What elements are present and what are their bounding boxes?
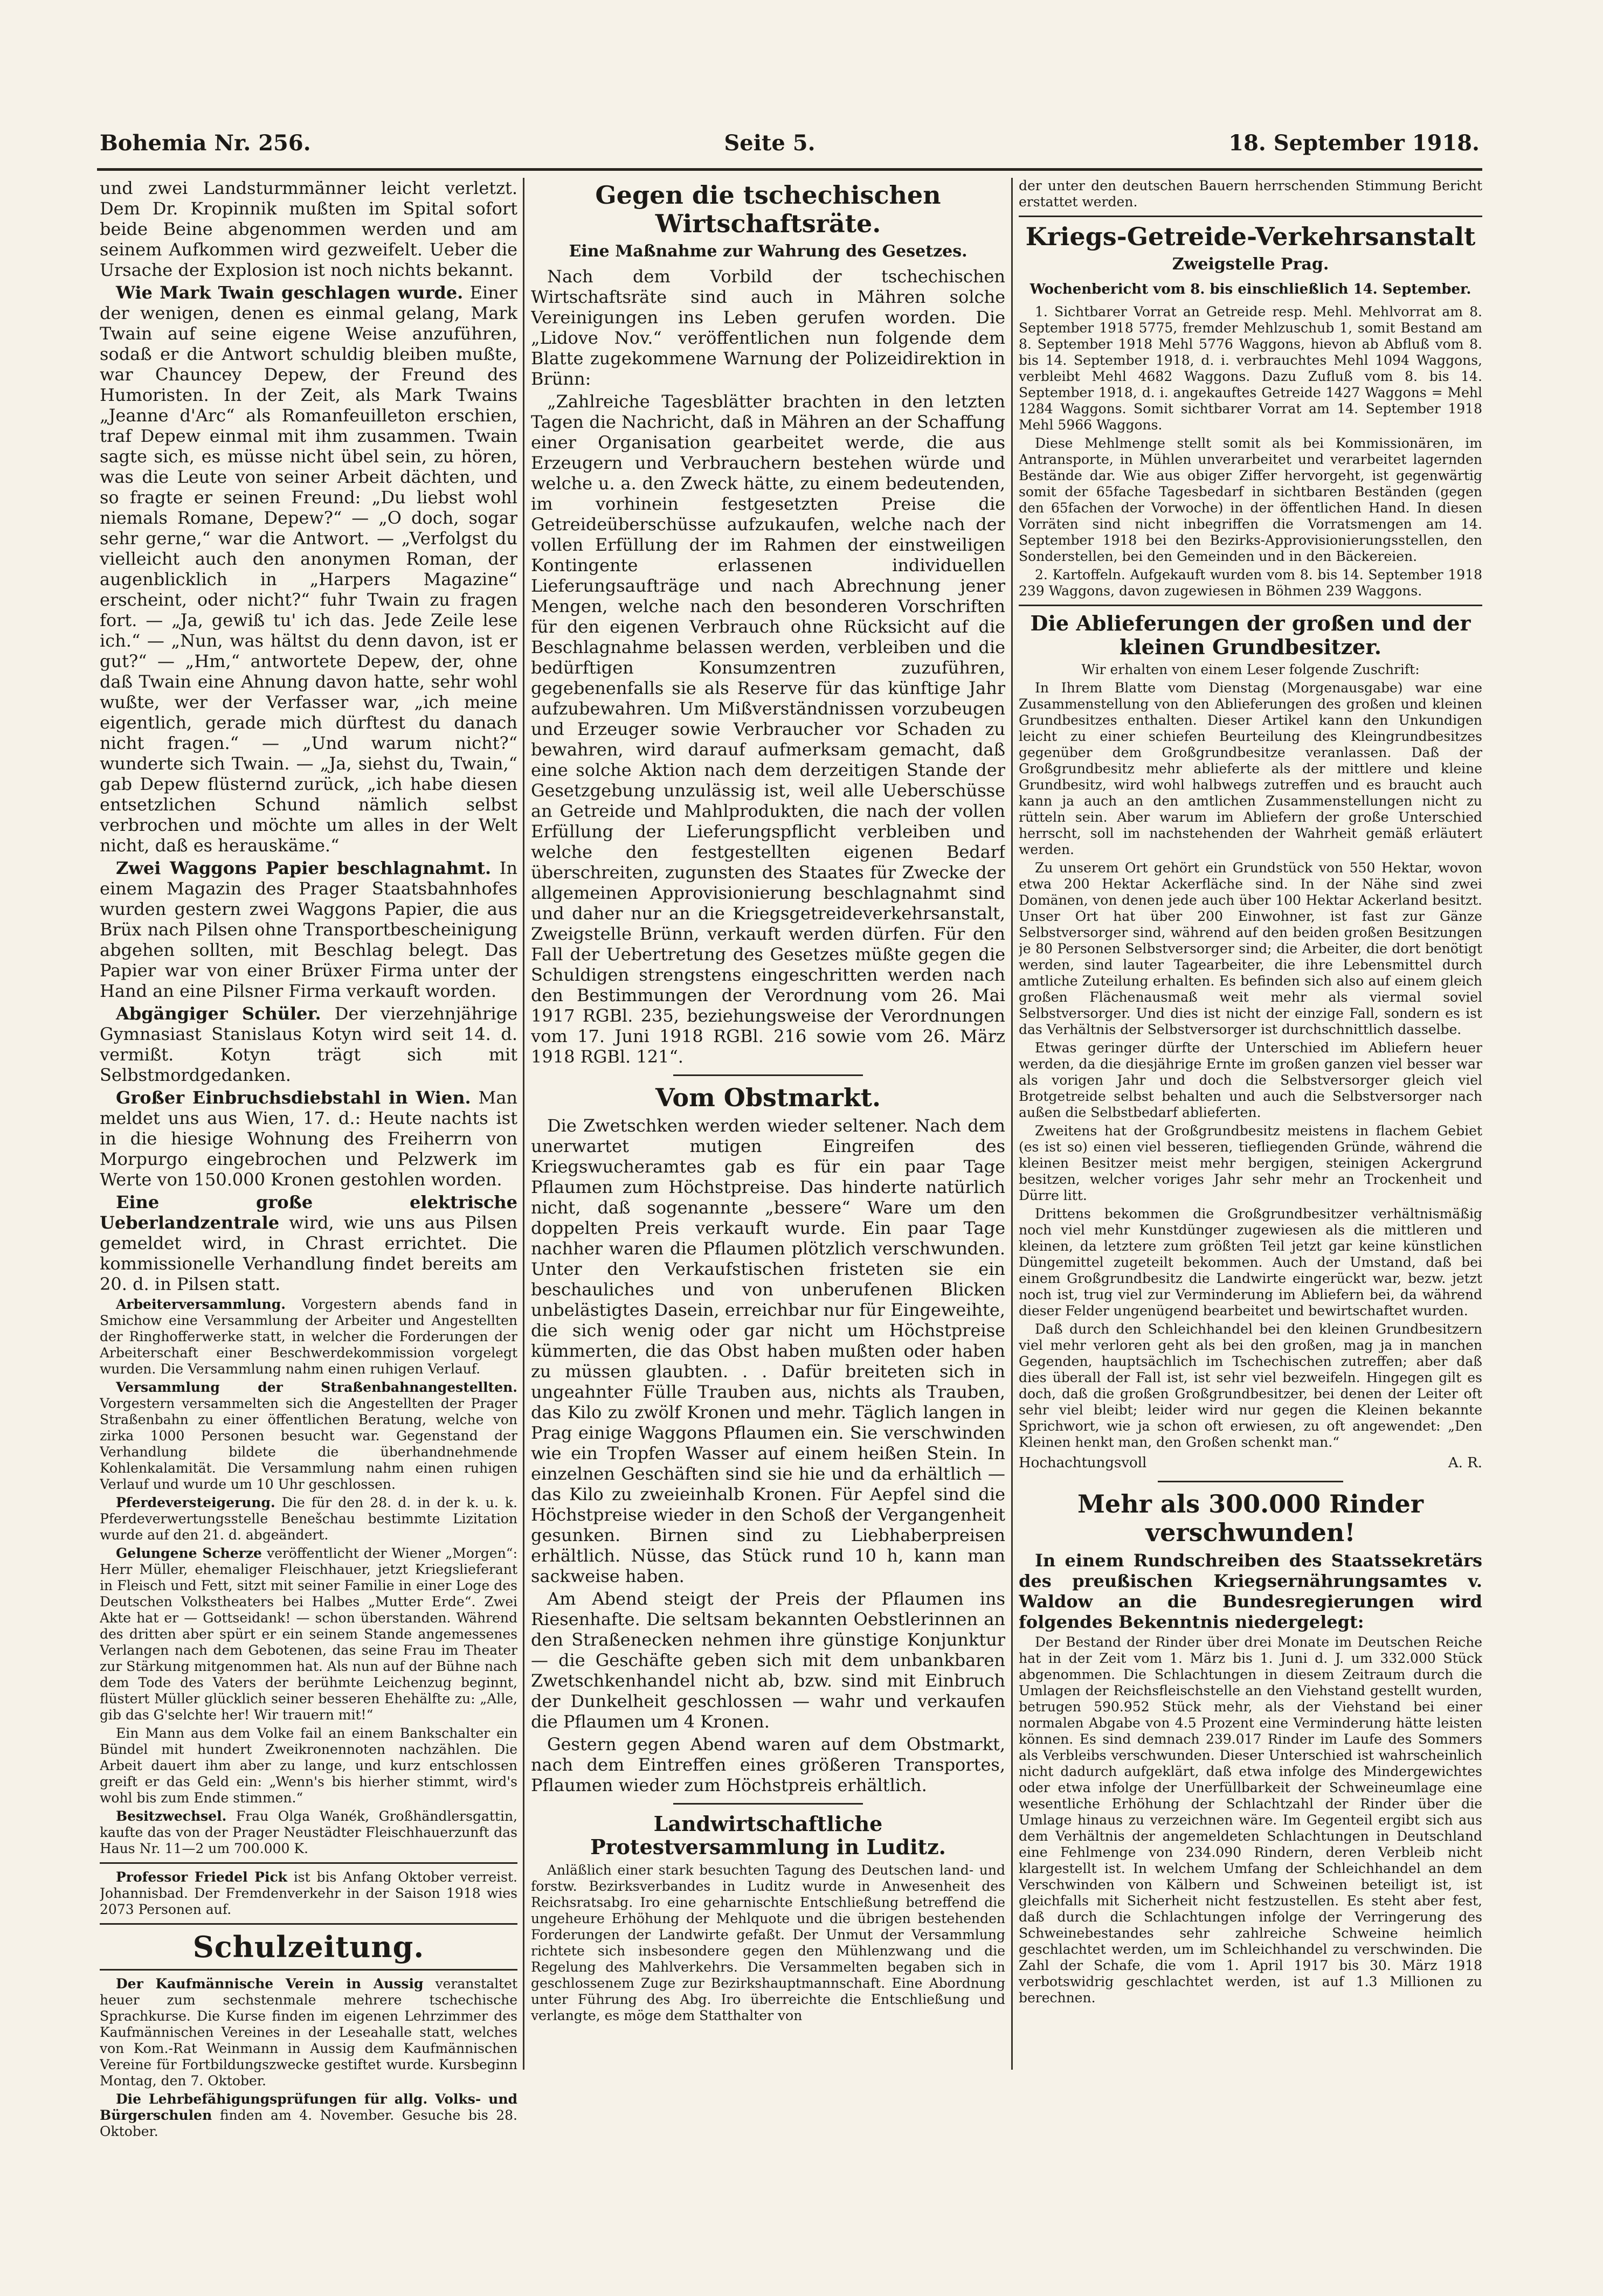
news-body: Der vierzehnjährige Gymnasiast Stanislaus Kotyn wird seit 14. d. vermißt. Kotyn trägt sich mit Selbstmordgedanken.	[100, 1003, 517, 1085]
letter-signoff	[1019, 1453, 1482, 1473]
news-body: Vorgestern versammelten sich die Angestellten der Prager Straßenbahn zu einer öffentlichen Beratung, welche von zirka 1000 Personen besucht war. Gegenstand der Verhandlung bildete die überhandnehmende Kohlenkalamität. Die Versammlung nahm einen ruhigen Verlauf und wurde um 10 Uhr geschlossen.	[100, 1396, 517, 1492]
news-lead: Professor Friedel Pick	[116, 1869, 287, 1885]
news-item	[100, 1869, 517, 1918]
article-text: Anläßlich einer stark besuchten Tagung des Deutschen land- und forstw. Bezirksverbandes in Luditz wurde in Anwesenheit des Reichsratsabg. Iro eine geharnischte Entschließung betreffend die ungeheure Erhöhung der Mehlquote und die übrigen bestehenden Forderungen der Landwirte gefaßt. Der Unmut der Versammlung richtete sich insbesondere gegen den Mühlenzwang und die Regelung des Mahlverkehrs. Die Versammelten begaben sich in geschlossenem Zuge zur Bezirkshauptmannschaft. Eine Abordnung unter Führung des Abg. Iro überreichte die Entschließung und verlangte, es möge dem Statthalter von	[531, 1862, 1005, 2024]
news-body: Vorgestern abends fand in Smichow eine Versammlung der Arbeiter und Angestellten der Ringhofferwerke statt, in welcher die Forderungen der Arbeiterschaft einer Beschwerdekommission vorgelegt wurden. Die Versammlung nahm einen ruhigen Verlauf.	[100, 1296, 517, 1377]
article-text: In Ihrem Blatte vom Dienstag (Morgenausgabe) war eine Zusammenstellung von den Ablieferungen des großen und kleinen Grundbesitzes enthalten. Dieser Artikel kann den Unkundigen leicht zu einer schiefen Beurteilung des Kleingrundbesitzes gegenüber dem Großgrundbesitze veranlassen. Daß der Großgrundbesitz mehr ablieferte als der mittlere und kleine Grundbesitz, wird wohl halbwegs zutreffen und es braucht auch kann ja auch an den amtlichen Zusammenstellungen nicht zu rütteln sein. Aber warum im Abliefern der große Unterschied herrscht, soll im nachstehenden der Wahrheit gemäß erläutert werden.	[1019, 680, 1482, 858]
news-lead: Besitzwechsel.	[116, 1808, 227, 1824]
article-text: Etwas geringer dürfte der Unterschied im Abliefern heuer werden, da die diesjährige Ernte im großen ganzen viel besser war als vorigen Jahr und doch die Selbstversorger gleich viel Brotgetreide selbst behalten und auch die Selbstversorger nach außen die Selbstbedarf ablieferten.	[1019, 1040, 1482, 1121]
column-1	[100, 178, 517, 2264]
page-header	[100, 124, 1480, 162]
news-lead: Versammlung der Straßenbahnangestellten.	[116, 1379, 517, 1395]
article-subtitle: Wochenbericht vom 8. bis einschließlich 14. September.	[1029, 281, 1471, 297]
article-subtitle: Zweigstelle Prag.	[1172, 254, 1329, 274]
article-text: 2. Kartoffeln. Aufgekauft wurden vom 8. bis 14. September 1918 239 Waggons, davon zugewiesen in Böhmen 239 Waggons.	[1019, 566, 1482, 599]
news-lead: Die Lehrbefähigungsprüfungen für allg. Volks- und Bürgerschulen	[100, 2091, 517, 2124]
article-text: Am Abend steigt der Preis der Pflaumen ins Riesenhafte. Die seltsam bekannten Oebstlerinnen an den Straßenecken nehmen ihre günstige Konjunktur — die Geschäfte geben sich mit dem unbankbaren Zwetschkenhandel nicht ab, bzw. sind mit Einbruch der Dunkelheit geschlossen — wahr und verkaufen die Pflaumen um 4 Kronen.	[531, 1588, 1005, 1732]
section-rule	[1158, 1481, 1343, 1482]
article-title: Landwirtschaftliche Protestversammlung in Luditz.	[590, 1811, 946, 1860]
column-2	[531, 178, 1005, 2264]
news-body: finden am 4. November. Gesuche bis 28. Oktober.	[100, 2107, 517, 2140]
news-item	[100, 1545, 517, 1723]
news-item	[100, 1976, 517, 2089]
column-3	[1019, 178, 1482, 2264]
news-item	[100, 1808, 517, 1857]
section-rule	[1019, 216, 1482, 217]
news-body: Einer der wenigen, denen es einmal gelang, Mark Twain auf seine eigene Weise anzuführen, sodaß er die Antwort schuldig bleiben mußte, war Chauncey Depew, der Freund des Humoristen. In der Zeit, als Mark Twains „Jeanne d'Arc“ als Romanfeuilleton erschien, traf Depew einmal mit ihm zusammen. Twain sagte sich, es müsse nicht übel sein, zu hören, was die Leute von seiner Arbeit dächten, und so fragte er seinen Freund: „Du liebst wohl niemals Romane, Depew?“ — „O doch, sogar sehr gerne,“ war die Antwort. — „Verfolgst du vielleicht auch den anonymen Roman, der augenblicklich in „Harpers Magazine“ erscheint, oder nicht?“ fuhr Twain zu fragen fort. — „Ja, gewiß tu' ich das. Jede Zeile lese ich.“ — „Nun, was hältst du denn davon, ist er gut?“ — „Hm,“ antwortete Depew, der, ohne daß Twain eine Ahnung davon hatte, sehr wohl wußte, wer der Verfasser war, „ich meine eigentlich, gerade mich dürftest du danach nicht fragen.“ — „Und warum nicht?“ wunderte sich Twain. — „Ja, siehst du, Twain,“ gab Depew flüsternd zurück, „ich habe diesen entsetzlichen Schund nämlich selbst verbrochen und möchte um alles in der Welt nicht, daß es herauskäme.“	[100, 282, 517, 856]
article-text: Zweitens hat der Großgrundbesitz meistens in flachem Gebiet (es ist so) einen viel besseren, tiefliegenden Gründe, während die kleinen Besitzer meist mehr bergigen, steinigen Ackergrund besitzen, welcher voriges Jahr sehr mehr an Trockenheit und Dürre litt.	[1019, 1123, 1482, 1204]
article-text: der unter den deutschen Bauern herrschenden Stimmung Bericht erstattet werden.	[1019, 178, 1482, 210]
article-text: Nach dem Vorbild der tschechischen Wirtschaftsräte sind auch in Mähren solche Vereinigungen ins Leben gerufen worden. Die „Lidove Nov.“ veröffentlichen nun folgende dem Blatte zugekommene Warnung der Polizeidirektion in Brünn:	[531, 266, 1005, 389]
news-lead: Pferdeversteigerung.	[116, 1495, 275, 1510]
news-item	[100, 1296, 517, 1377]
news-item	[100, 1379, 517, 1493]
article-subtitle: Eine Maßnahme zur Wahrung des Gesetzes.	[569, 241, 968, 261]
article-text: Zu unserem Ort gehört ein Grundstück von 550 Hektar, wovon etwa 200 Hektar Ackerfläche sind. In der Nähe sind zwei Domänen, von denen jede auch über 100 Hektar Ackerland besitzt. Unser Ort hat über 200 Einwohner, ist fast zur Gänze Selbstversorger sind, während auf den beiden großen Besitzungen je 80 Personen Selbstversorger sind; die Arbeiter, die dort benötigt werden, sind lauter Tagearbeiter, die ihre Lebensmittel durch amtliche Zuteilung erhalten. Es befinden sich also auf einem gleich großen Flächenausmaß weit mehr als viermal soviel Selbstversorger. Und dies ist nicht der einzige Fall, sondern es ist das Verhältnis der Selbstversorger ist durchschnittlich dasselbe.	[1019, 860, 1482, 1038]
news-body: In einem Magazin des Prager Staatsbahnhofes wurden gestern zwei Waggons Papier, die aus Brüx nach Pilsen ohne Transportbescheinigung abgehen sollten, mit Beschlag belegt. Das Papier war von einer Brüxer Firma unter der Hand an eine Pilsner Firma verkauft worden.	[100, 858, 517, 1001]
article-text: Diese Mehlmenge stellt somit als bei Kommissionären, im Antransporte, in Mühlen unverarbeitet und verarbeitet lagernden Bestände dar. Wie aus obiger Ziffer hervorgeht, ist gegenwärtig somit der 65fache Tagesbedarf in sichtbaren Beständen (gegen den 65fachen der Vorwoche) in der öffentlichen Hand. In diesen Vorräten sind nicht inbegriffen die Vorratsmengen am 14. September 1918 bei den Bezirks-Approvisionierungsstellen, den Sonderstellen, bei den Gemeinden und in den Bäckereien.	[1019, 435, 1482, 564]
news-body: veröffentlicht der Wiener „Morgen“: Herr Müller, ehemaliger Fleischhauer, jetzt Kriegslieferant in Fleisch und Fett, sitzt mit seiner Familie in einer Loge des Deutschen Volkstheaters bei Halbes „Mutter Erde“. Zwei Akte hat er — Gottseidank! — schon überstanden. Während des dritten aber spürt er ein seinem Stande angemessenes Verlangen nach dem Gebotenen, das seine Frau im Theater zur Stärkung mitgenommen hat. Als nun auf der Bühne nach dem Tode des Vaters der berühmte Leichenzug beginnt, flüstert Müller glücklich seiner besseren Ehehälfte zu: „Alle, gib das G'selchte her! Wir trauern mit!“	[100, 1545, 517, 1723]
news-body: Man meldet uns aus Wien, 17. d.: Heute nachts ist in die hiesige Wohnung des Freiherrn von Morpurgo eingebrochen und Pelzwerk im Werte von 150.000 Kronen gestohlen worden.	[100, 1087, 517, 1190]
section-rule	[100, 1969, 517, 1971]
news-body: Frau Olga Wanék, Großhändlersgattin, kaufte das von der Prager Neustädter Fleischhauerzunft das Haus Nr. 11—2 um 700.000 K.	[100, 1808, 517, 1856]
news-item	[100, 2091, 517, 2140]
article-text: Gestern gegen Abend waren auf dem Obstmarkt, nach dem Eintreffen eines größeren Transportes, Pflaumen wieder zum Höchstpreis erhältlich.	[531, 1733, 1005, 1795]
signoff-initials: A. R.	[1448, 1455, 1482, 1472]
news-lead: Zwei Waggons Papier beschlagnahmt.	[116, 858, 492, 878]
article-title: Kriegs-Getreide-Verkehrsanstalt	[1025, 222, 1476, 251]
news-item	[100, 282, 517, 856]
section-rule	[673, 1803, 863, 1805]
section-rule	[1019, 605, 1482, 606]
news-lead: Gelungene Scherze	[116, 1545, 262, 1561]
news-lead: Arbeiterversammlung.	[116, 1296, 286, 1312]
article-text: 1. Sichtbarer Vorrat an Getreide resp. Mehl. Mehlvorrat am 8. September 1918 5775, fremder Mehlzuschub 1, somit Bestand am 8. September 1918 Mehl 5776 Waggons, hievon ab Abfluß vom 8. bis 14. September 1918, d. i. verbrauchtes Mehl 1094 Waggons, verbleibt Mehl 4682 Waggons. Dazu Zufluß vom 8. bis 14. September 1918, d. i. angekauftes Getreide 1427 Waggons = Mehl 1284 Waggons. Somit sichtbarer Vorrat am 14. September 1918 Mehl 5966 Waggons.	[1019, 303, 1482, 433]
news-lead: Großer Einbruchsdiebstahl in Wien.	[116, 1087, 471, 1108]
news-body: Die für den 28. d. in der k. u. k. Pferdeverwertungsstelle Benešchau bestimmte Lizitation wurde auf den 21. d. abgeändert.	[100, 1495, 517, 1543]
section-title-schulzeitung: Schulzeitung.	[192, 1930, 425, 1964]
article-text: Die Zwetschken werden wieder seltener. Nach dem unerwartet mutigen Eingreifen des Kriegswucheramtes gab es für ein paar Tage Pflaumen zum Höchstpreise. Das hinderte natürlich nicht, daß sogenannte „bessere“ Ware um den doppelten Preis verkauft wurde. Ein paar Tage nachher waren die Pflaumen plötzlich verschwunden. Unter den Verkaufstischen fristeten sie ein beschauliches und von unberufenen Blicken unbelästigtes Dasein, erreichbar nur für Eingeweihte, die sich wenig oder gar nicht um Höchstpreise kümmerten, die das Obst haben mußten oder haben zu müssen glaubten. . . Dafür breiteten sich in ungeahnter Fülle Trauben aus, nichts als Trauben, das Kilo zu zwölf Kronen und mehr. Täglich langen in Prag einige Waggons Pflaumen ein. Sie verschwinden wie ein Tropfen Wasser auf einem heißen Stein. In einzelnen Geschäften sind sie hie und da erhältlich — das Kilo zu zweieinhalb Kronen. Für Aepfel sind die Höchstpreise wieder in den Schoß der Vergangenheit gesunken. Birnen sind zu Liebhaberpreisen erhältlich. Nüsse, das Stück rund 10 h, kann man sackweise haben.	[531, 1115, 1005, 1586]
article-title: Vom Obstmarkt.	[655, 1083, 881, 1112]
news-item	[100, 1003, 517, 1085]
header-rule	[97, 168, 1482, 171]
article-text: Der Bestand der Rinder über drei Monate im Deutschen Reiche hat in der Zeit vom 1. März bis 1. Juni d. J. um 332.000 Stück abgenommen. Die Schlachtungen in diesem Zeitraum durch die Umlagen der Reichsfleischstelle an den Viehstand gestellt wurden, betrugen 590.952 Stück mehr, als der Viehstand bei einer normalen Abgabe von 4.5 Prozent eine Verminderung hätte leisten können. Es sind demnach 239.017 Rinder im Laufe des Sommers als Verbleibs verschwunden. Dieser Unterschied ist wahrscheinlich nicht dadurch aufgeklärt, daß etwa infolge des Mindergewichtes oder etwa infolge der Unerfüllbarkeit der Schweineumlage eine wesentliche Erhöhung der Schlachtzahl der Rinder über die Umlage hinaus zu verzeichnen wäre. Im Gegenteil ergibt sich aus dem Verhältnis der angemeldeten Schlachtungen in Deutschland eine Fehlmenge von 234.090 Rindern, deren Verbleib nicht klargestellt ist. In welchem Umfang der Schleichhandel an dem Verschwinden von Kälbern und Schweinen beteiligt ist, ist gleichfalls mit Sicherheit nicht festzustellen. Es steht aber fest, daß durch die Schlachtungen infolge der Verringerung des Schweinebestandes sehr zahlreiche Schweine heimlich geschlachtet werden, um im Schleichhandel zu verschwinden. Die Zahl der Schafe, die vom 1. April 1917 bis 30. März 1918 verbotswidrig geschlachtet werden, ist auf 1.3 Millionen zu berechnen.	[1019, 1634, 1482, 2006]
article-title: Mehr als 300.000 Rinder verschwunden!	[1077, 1489, 1424, 1548]
news-lead: Eine große elektrische Ueberlandzentrale	[100, 1192, 517, 1233]
article-title: Gegen die tschechischen Wirtschaftsräte.	[595, 181, 941, 238]
news-lead: Wie Mark Twain geschlagen wurde.	[116, 282, 464, 303]
article-title: Die Ablieferungen der großen und der kleinen Grundbesitzer.	[1030, 611, 1471, 659]
article-text: „Zahlreiche Tagesblätter brachten in den letzten Tagen die Nachricht, daß in Mähren an der Schaffung einer Organisation gearbeitet werde, die aus Erzeugern und Verbrauchern bestehen würde und welche u. a. den Zweck hätte, zu einem bedeutenden, im vorhinein festgesetzten Preise die Getreideüberschüsse aufzukaufen, welche nach der vollen Erfüllung der im Rahmen der einstweiligen Kontingente erlassenen individuellen Lieferungsaufträge und nach Abrechnung jener Mengen, welche nach den besonderen Vorschriften für den eigenen Verbrauch ohne Rücksicht auf die Beschlagnahme belassen werden, verbleiben und die bedürftigen Konsumzentren zuzuführen, gegebenenfalls sie als Reserve für das künftige Jahr aufzubewahren. Um Mißverständnissen vorzubeugen und Erzeuger sowie Verbraucher vor Schaden zu bewahren, wird darauf aufmerksam gemacht, daß eine solche Aktion nach dem derzeitigen Stande der Gesetzgebung unzulässig ist, weil alle Ueberschüsse an Getreide und Mahlprodukten, die nach der vollen Erfüllung der Lieferungspflicht verbleiben und welche den festgestellten eigenen Bedarf überschreiten, zugunsten des Staates für Zwecke der allgemeinen Approvisionierung beschlagnahmt sind und daher nur an die Kriegsgetreideverkehrsanstalt, Zweigstelle Brünn, verkauft werden dürfen. Für den Fall der Uebertretung des Gesetzes müßte gegen die Schuldigen strengstens eingeschritten werden nach den Bestimmungen der Verordnung vom 26. Mai 1917 RGBl. 235, beziehungsweise der Verordnungen vom 17. Juni 1918 RGBl. 216 sowie vom 26. März 1918 RGBl. 121“.	[531, 391, 1005, 1067]
header-page-number: Seite 5.	[724, 130, 816, 156]
header-date: 18. September 1918.	[1228, 130, 1480, 156]
article-text: Wir erhalten von einem Leser folgende Zuschrift:	[1081, 662, 1420, 678]
news-item: Ein Mann aus dem Volke fail an einem Bankschalter ein Bündel mit hundert Zweikronennoten nachzählen. Die Arbeit dauert ihm aber zu lange, und kurz entschlossen greift er das Geld ein: „Wenn's bis hierher stimmt, wird's wohl bis zum Ende stimmen.“	[100, 1725, 517, 1806]
article-text: In einem Rundschreiben des Staatssekretärs des preußischen Kriegsernährungsamtes v. Waldow an die Bundesregierungen wird folgendes Bekenntnis niedergelegt:	[1019, 1550, 1482, 1633]
news-item	[100, 1087, 517, 1190]
news-body: wird, wie uns aus Pilsen gemeldet wird, in Chrast errichtet. Die kommissionelle Verhandlung findet bereits am 20. d. in Pilsen statt.	[100, 1212, 517, 1294]
section-rule	[100, 1923, 517, 1925]
news-lead: Der Kaufmännische Verein in Aussig	[116, 1976, 424, 1992]
article-text: Daß durch den Schleichhandel bei den kleinen Grundbesitzern viel mehr verloren geht als bei den großen, mag ja in manchen Gegenden, hauptsächlich im Tschechischen zutreffen; aber daß dies überall der Fall ist, ist sehr viel bezweifeln. Hingegen gilt es doch, daß die großen Großgrundbesitzer, bei denen der Leiter oft sehr viel bleibt; leider wird nur gegen die Kleinen bekannte Sprichwort, wie ja schon oft erwiesen, zu oft angewendet: „Den Kleinen henkt man, den Großen schenkt man.“	[1019, 1321, 1482, 1451]
section-rule	[673, 1074, 863, 1076]
section-rule	[100, 1862, 517, 1864]
article-text: und zwei Landsturmmänner leicht verletzt. Dem Dr. Kropinnik mußten im Spital sofort beide Beine abgenommen werden und am seinem Aufkommen wird gezweifelt. Ueber die Ursache der Explosion ist noch nichts bekannt.	[100, 178, 517, 280]
signoff-greeting: Hochachtungsvoll	[1019, 1455, 1147, 1472]
column-divider-2	[1011, 178, 1013, 2070]
news-body: ist bis Anfang Oktober verreist. Johannisbad. Der Fremdenverkehr in der Saison 1918 wies 2073 Personen auf.	[100, 1869, 517, 1917]
news-body: veranstaltet heuer zum sechstenmale mehrere tschechische Sprachkurse. Die Kurse finden im eigenen Lehrzimmer des Kaufmännischen Vereines in der Leseahalle statt, welches von Kom.-Rat Weinmann in Aussig dem Kaufmännischen Vereine für Fortbildungszwecke gestiftet wurde. Kursbeginn Montag, den 7. Oktober.	[100, 1976, 517, 2089]
news-item	[100, 858, 517, 1001]
column-divider-1	[523, 178, 524, 2070]
header-issue: Bohemia Nr. 256.	[100, 130, 311, 156]
news-lead: Abgängiger Schüler.	[116, 1003, 321, 1024]
article-text: Drittens bekommen die Großgrundbesitzer verhältnismäßig noch viel mehr Kunstdünger zugewiesen als die mittleren und kleinen, da letztere zum größten Teil jetzt gar keine künstlichen Düngemittel zugeteilt bekommen. Auch der Umstand, daß bei einem Großgrundbesitz die Landwirte eingerückt war, bezw. jetzt noch ist, trug viel zur Verminderung im Abliefern bei, da während dieser Felder ungenügend bearbeitet und bewirtschaftet wurden.	[1019, 1206, 1482, 1319]
news-item	[100, 1495, 517, 1543]
news-item	[100, 1192, 517, 1294]
